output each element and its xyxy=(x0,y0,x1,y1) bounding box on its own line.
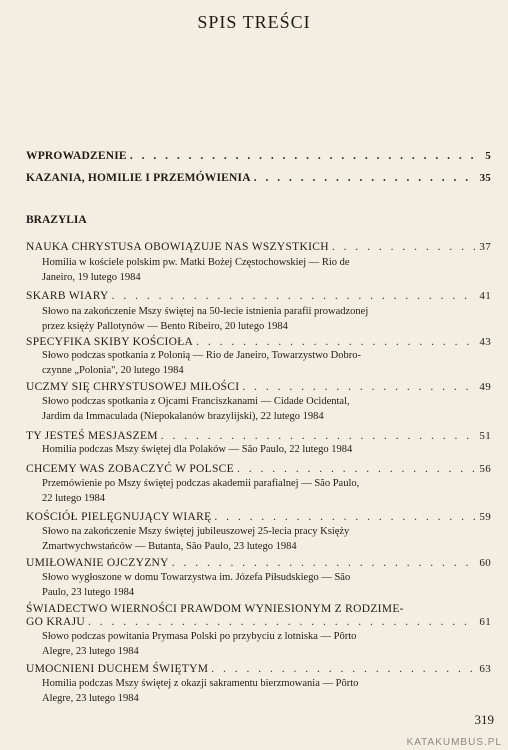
dot-leader xyxy=(332,241,477,253)
dot-leader xyxy=(254,172,477,184)
toc-entry-title: CHCEMY WAS ZOBACZYĆ W POLSCE xyxy=(26,463,234,475)
toc-entry[interactable] xyxy=(26,511,491,523)
dot-leader xyxy=(130,150,482,162)
toc-page-number: 51 xyxy=(479,430,491,442)
toc-entry-description: Słowo podczas spotkania z Ojcami Franciszkanami — Cidade Ocidental, Jardim da Immaculada (Niepokalanów brazylijski), 22 lutego 1984 xyxy=(42,396,350,422)
toc-page-number: 49 xyxy=(479,381,491,393)
dot-leader xyxy=(211,663,476,675)
toc-page-number: 37 xyxy=(479,241,491,253)
toc-entry-description: Słowo na zakończenie Mszy świętej na 50-lecie istnienia parafii prowadzonej przez księży Pallotynów — Bento Ribeiro, 20 lutego 1984 xyxy=(42,306,369,332)
toc-page-number: 56 xyxy=(479,463,491,475)
toc-entry[interactable] xyxy=(26,290,491,302)
toc-entry-introduction[interactable] xyxy=(26,150,491,162)
toc-entry[interactable] xyxy=(26,336,491,348)
toc-entry-title-continued: GO KRAJU xyxy=(26,616,85,628)
dot-leader xyxy=(161,430,477,442)
dot-leader xyxy=(242,381,476,393)
toc-entry-title: NAUKA CHRYSTUSA OBOWIĄZUJE NAS WSZYSTKICH xyxy=(26,241,329,253)
toc-page-number: 60 xyxy=(479,557,491,569)
toc-entry-description: Słowo podczas powitania Prymasa Polski po przybyciu z lotniska — Pôrto Alegre, 23 lutego 1984 xyxy=(42,631,357,657)
toc-entry[interactable] xyxy=(26,463,491,475)
toc-entry-description: Homilia podczas Mszy świętej dla Polaków — São Paulo, 22 lutego 1984 xyxy=(42,444,353,455)
toc-entry-description: Słowo podczas spotkania z Polonią — Rio de Janeiro, Towarzystwo Dobro- czynne „Polonia", 20 lutego 1984 xyxy=(42,350,361,376)
dot-leader xyxy=(112,290,477,302)
toc-entry-title: KOŚCIÓŁ PIELĘGNUJĄCY WIARĘ xyxy=(26,511,212,523)
page-title: SPIS TREŚCI xyxy=(197,12,311,32)
toc-page-number: 61 xyxy=(479,616,491,628)
toc-page-number: 41 xyxy=(479,290,491,302)
toc-page-number: 43 xyxy=(479,336,491,348)
dot-leader xyxy=(196,336,476,348)
toc-entry-title: WPROWADZENIE xyxy=(26,150,127,162)
toc-entry-title: SPECYFIKA SKIBY KOŚCIOŁA xyxy=(26,336,194,348)
toc-entry-sermons[interactable] xyxy=(26,172,491,184)
toc-entry[interactable] xyxy=(26,603,491,615)
section-heading: BRAZYLIA xyxy=(26,214,87,226)
toc-page-number: 63 xyxy=(479,663,491,675)
toc-entry[interactable] xyxy=(26,557,491,569)
toc-entry-title: UMIŁOWANIE OJCZYZNY xyxy=(26,557,169,569)
toc-entry-title: ŚWIADECTWO WIERNOŚCI PRAWDOM WYNIESIONYM Z RODZIME- xyxy=(26,603,404,615)
toc-entry-description: Przemówienie po Mszy świętej podczas akademii parafialnej — São Paulo, 22 lutego 1984 xyxy=(42,478,360,504)
toc-entry-description: Homilia podczas Mszy świętej z okazji sakramentu bierzmowania — Pôrto Alegre, 23 lutego 1984 xyxy=(42,678,359,704)
toc-entry-title: SKARB WIARY xyxy=(26,290,109,302)
toc-entry-title: UCZMY SIĘ CHRYSTUSOWEJ MIŁOŚCI xyxy=(26,381,240,393)
toc-entry[interactable] xyxy=(26,663,491,675)
toc-page-number: 59 xyxy=(479,511,491,523)
toc-entry-continued[interactable] xyxy=(26,616,491,628)
dot-leader xyxy=(88,616,476,628)
watermark: KATAKUMBUS.PL xyxy=(406,737,502,748)
dot-leader xyxy=(237,463,476,475)
dot-leader xyxy=(214,511,476,523)
toc-page-number: 5 xyxy=(485,150,491,162)
toc-entry-description: Słowo wygłoszone w domu Towarzystwa im. Józefa Piłsudskiego — São Paulo, 23 lutego 1984 xyxy=(42,572,351,598)
toc-page-number: 35 xyxy=(479,172,491,184)
toc-entry-title: KAZANIA, HOMILIE I PRZEMÓWIENIA xyxy=(26,172,251,184)
toc-entry-title: TY JESTEŚ MESJASZEM xyxy=(26,430,158,442)
toc-entry[interactable] xyxy=(26,381,491,393)
toc-entry-title: UMOCNIENI DUCHEM ŚWIĘTYM xyxy=(26,663,209,675)
toc-entry[interactable] xyxy=(26,430,491,442)
page-number: 319 xyxy=(474,712,494,727)
toc-entry-description: Homilia w kościele polskim pw. Matki Bożej Częstochowskiej — Rio de Janeiro, 19 lutego 1984 xyxy=(42,257,350,283)
toc-entry-description: Słowo na zakończenie Mszy świętej jubileuszowej 25-lecia pracy Księży Zmartwychwstańców — Butanta, São Paulo, 23 lutego 1984 xyxy=(42,526,350,552)
toc-entry[interactable] xyxy=(26,241,491,253)
dot-leader xyxy=(172,557,477,569)
